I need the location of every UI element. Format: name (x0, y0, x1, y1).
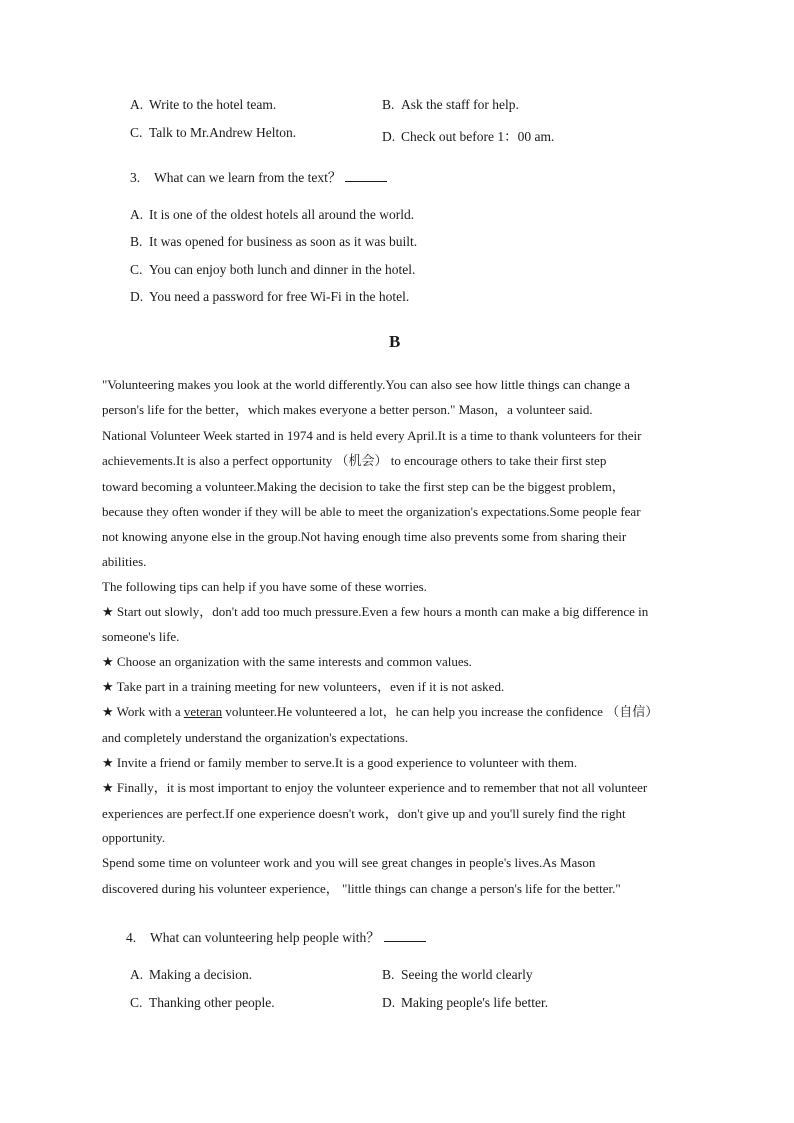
q3-option-d[interactable] (130, 289, 409, 305)
passage-line: achievements.It is also a perfect opportunity （机会） to encourage others to take their first step (102, 453, 607, 469)
q2-option-d[interactable] (382, 125, 554, 145)
option-text: Making people's life better. (401, 995, 549, 1010)
option-text: Making a decision. (149, 967, 253, 982)
section-title: B (389, 332, 401, 351)
question-stem: What can volunteering help people with？ (150, 930, 380, 945)
tip-line: ★ Start out slowly，don't add too much pressure.Even a few hours a month can make a big difference in (102, 604, 649, 620)
option-text: You need a password for free Wi-Fi in the hotel. (149, 289, 410, 304)
option-text: Talk to Mr.Andrew Helton. (149, 125, 297, 140)
underlined-word: veteran (183, 704, 223, 720)
question-stem: What can we learn from the text？ (154, 170, 342, 185)
option-letter: D. (382, 995, 396, 1010)
passage-line: someone's life. (102, 628, 180, 644)
option-letter: C. (130, 262, 143, 277)
question-number: 4. (126, 930, 137, 945)
passage-line: because they often wonder if they will be able to meet the organization's expectations.Some people fear (102, 503, 641, 519)
passage-line: The following tips can help if you have some of these worries. (102, 578, 427, 594)
q3-option-c[interactable] (130, 262, 415, 278)
text-fragment: volunteer.He volunteered a lot，he can help you increase the confidence （自信） (222, 704, 659, 720)
tip-line: ★ Invite a friend or family member to serve.It is a good experience to volunteer with them. (102, 755, 578, 771)
tip-line: ★ Take part in a training meeting for new volunteers，even if it is not asked. (102, 678, 505, 694)
option-text: Seeing the world clearly (401, 967, 533, 982)
passage-line: Spend some time on volunteer work and you will see great changes in people's lives.As Mason (102, 855, 596, 871)
passage-line: toward becoming a volunteer.Making the decision to take the first step can be the biggest problem， (102, 478, 625, 494)
passage-line: and completely understand the organization's expectations. (102, 729, 409, 745)
option-letter: C. (130, 995, 143, 1010)
tip-line (102, 699, 702, 724)
option-text: It is one of the oldest hotels all around the world. (149, 207, 415, 222)
answer-blank[interactable] (384, 929, 426, 942)
answer-blank[interactable] (345, 169, 387, 182)
q2-option-a[interactable] (130, 97, 276, 113)
tip-line: ★ Finally，it is most important to enjoy the volunteer experience and to remember that not all volunteer (102, 780, 648, 796)
option-letter: A. (130, 97, 144, 112)
option-letter: B. (382, 97, 395, 112)
option-letter: D. (130, 289, 144, 304)
passage-line: person's life for the better，which makes everyone a better person." Mason，a volunteer said. (102, 402, 593, 418)
q3-option-a[interactable] (130, 207, 414, 223)
q2-option-b[interactable] (382, 97, 519, 113)
q2-option-c[interactable] (130, 125, 296, 141)
text-fragment: ★ Work with a (102, 704, 184, 720)
q3-option-b[interactable] (130, 234, 417, 250)
option-text: Thanking other people. (149, 995, 275, 1010)
passage-line: discovered during his volunteer experience， "little things can change a person's life for the better." (102, 880, 621, 896)
option-letter: A. (130, 207, 144, 222)
option-letter: B. (382, 967, 395, 982)
option-text: Write to the hotel team. (149, 97, 277, 112)
option-letter: D. (382, 129, 396, 144)
q4-option-d[interactable] (382, 995, 548, 1011)
question-3 (130, 166, 387, 186)
q4-option-c[interactable] (130, 995, 275, 1011)
passage-line: "Volunteering makes you look at the world differently.You can also see how little things can change a (102, 377, 630, 392)
question-number: 3. (130, 170, 141, 185)
passage-line: abilities. (102, 553, 147, 569)
option-text: It was opened for business as soon as it was built. (149, 234, 418, 249)
option-text: Check out before 1：00 am. (401, 129, 555, 144)
q4-option-a[interactable] (130, 967, 252, 983)
option-text: Ask the staff for help. (401, 97, 519, 112)
reading-passage (102, 372, 702, 901)
option-letter: C. (130, 125, 143, 140)
question-4 (126, 926, 426, 946)
option-text: You can enjoy both lunch and dinner in the hotel. (149, 262, 416, 277)
q4-option-b[interactable] (382, 967, 533, 983)
tip-line: ★ Choose an organization with the same interests and common values. (102, 653, 472, 669)
passage-line: experiences are perfect.If one experience doesn't work，don't give up and you'll surely find the right (102, 805, 626, 821)
option-letter: A. (130, 967, 144, 982)
option-letter: B. (130, 234, 143, 249)
passage-line: opportunity. (102, 830, 166, 846)
passage-line: National Volunteer Week started in 1974 and is held every April.It is a time to thank volunteers for their (102, 427, 642, 443)
passage-line: not knowing anyone else in the group.Not having enough time also prevents some from sharing their (102, 529, 627, 545)
